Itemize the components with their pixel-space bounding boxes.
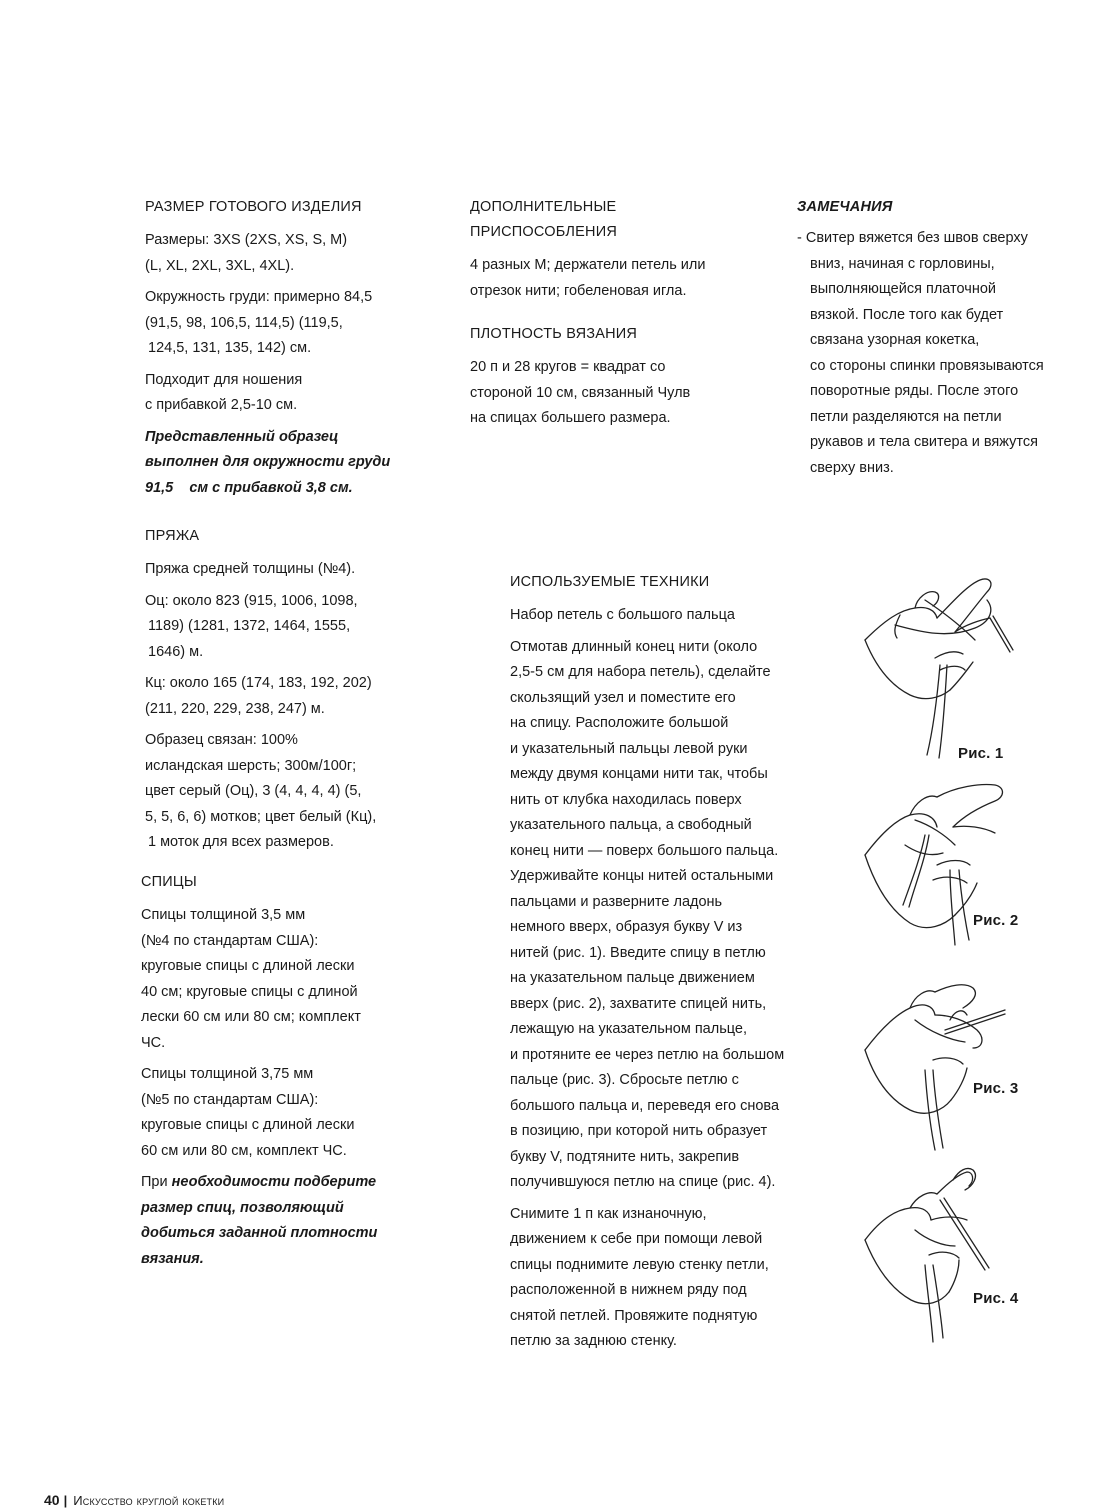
technique-line: Снимите 1 п как изнаночную, — [510, 1205, 707, 1222]
technique-line: Отмотав длинный конец нити (около — [510, 638, 758, 655]
heading-gauge: ПЛОТНОСТЬ ВЯЗАНИЯ — [470, 326, 638, 342]
line: 1189) (1281, 1372, 1464, 1555, — [148, 618, 351, 634]
technique-line: скользящий узел и поместите его — [510, 689, 736, 706]
line: 4 разных М; держатели петель или — [470, 257, 706, 273]
technique-p2 — [510, 1202, 830, 1355]
heading-size: РАЗМЕР ГОТОВОГО ИЗДЕЛИЯ — [145, 199, 362, 215]
line: 20 п и 28 кругов = квадрат со — [470, 359, 666, 375]
technique-line: на спицу. Расположите большой — [510, 715, 729, 731]
heading-notions — [470, 195, 790, 245]
technique-line: немного вверх, образуя букву V из — [510, 919, 743, 935]
technique-line: вверх (рис. 2), захватите спицей нить, — [510, 995, 767, 1012]
hand-illustration-1 — [855, 570, 1055, 770]
figure-2 — [855, 775, 1055, 975]
line: круговые спицы с длиной лески — [141, 958, 355, 974]
line: добиться заданной плотности — [141, 1225, 378, 1241]
technique-line: петлю за заднюю стенку. — [510, 1333, 677, 1349]
needles-small — [141, 903, 441, 1056]
line: При — [141, 1174, 172, 1190]
line: рукавов и тела свитера и вяжутся — [810, 434, 1038, 450]
yarn-sample — [145, 728, 445, 856]
technique-line: Удерживайте концы нитей остальными — [510, 868, 774, 884]
technique-line: букву V, подтяните нить, закрепив — [510, 1148, 740, 1165]
ease-text — [145, 368, 445, 419]
hand-illustration-4 — [855, 1160, 1055, 1350]
needles-large — [141, 1062, 441, 1164]
technique-line: пальце (рис. 3). Сбросьте петлю с — [510, 1072, 739, 1088]
col-size — [145, 195, 445, 507]
technique-line: движением к себе при помощи левой — [510, 1231, 763, 1247]
sample-note — [145, 425, 445, 502]
line: со стороны спинки провязываются — [810, 357, 1044, 374]
line: Размеры: 3XS (2XS, XS, S, M) — [145, 232, 348, 248]
line: вязкой. После того как будет — [810, 306, 1004, 323]
line: исландская шерсть; 300м/100г; — [145, 757, 357, 774]
technique-line: пальцами и разверните ладонь — [510, 893, 723, 910]
technique-line: и указательный пальцы левой руки — [510, 740, 748, 757]
line: выполняющейся платочной — [810, 281, 996, 297]
line: 1 моток для всех размеров. — [148, 834, 334, 850]
sizes-text — [145, 228, 445, 279]
line: размер спиц, позволяющий — [141, 1199, 344, 1216]
line: с прибавкой 2,5-10 см. — [145, 397, 298, 413]
line: - Свитер вяжется без швов сверху — [797, 230, 1028, 246]
technique-line: лежащую на указательном пальце, — [510, 1021, 747, 1037]
running-title: Искусство круглой кокетки — [73, 1493, 225, 1508]
figure-2-label: Рис. 2 — [973, 912, 1019, 929]
heading-notes: ЗАМЕЧАНИЯ — [797, 199, 893, 215]
needles-note — [141, 1170, 441, 1272]
line: 40 см; круговые спицы с длиной — [141, 983, 358, 1000]
notes-text — [797, 226, 1087, 481]
techniques-section — [510, 570, 830, 1361]
gauge-text — [470, 355, 790, 432]
line: поворотные ряды. После этого — [810, 383, 1019, 399]
line: лески 60 см или 80 см; комплект — [141, 1009, 361, 1025]
figure-3-label: Рис. 3 — [973, 1080, 1019, 1097]
line: (91,5, 98, 106,5, 114,5) (119,5, — [145, 314, 343, 331]
yarn-mc — [145, 589, 445, 666]
notions-text — [470, 253, 790, 304]
heading-needles: СПИЦЫ — [141, 874, 197, 890]
line: ПРИСПОСОБЛЕНИЯ — [470, 224, 617, 240]
yarn-weight: Пряжа средней толщины (№4). — [145, 561, 356, 577]
figure-1 — [855, 570, 1055, 770]
line: Кц: около 165 (174, 183, 192, 202) — [145, 675, 372, 691]
yarn-cc — [145, 671, 445, 722]
line: связана узорная кокетка, — [810, 332, 980, 348]
heading-techniques: ИСПОЛЬЗУЕМЫЕ ТЕХНИКИ — [510, 574, 710, 590]
hand-illustration-2 — [855, 775, 1055, 975]
col-notes — [797, 195, 1087, 487]
technique-line: расположенной в нижнем ряду под — [510, 1282, 747, 1298]
line: необходимости подберите — [171, 1174, 377, 1190]
line: 124,5, 131, 135, 142) см. — [148, 340, 312, 356]
page-number: 40 — [44, 1492, 60, 1508]
line: выполнен для окружности груди — [145, 454, 391, 470]
figure-4-label: Рис. 4 — [973, 1290, 1019, 1307]
technique-line: на указательном пальце движением — [510, 970, 755, 986]
line: 5, 5, 6, 6) мотков; цвет белый (Кц), — [145, 808, 377, 825]
line: вниз, начиная с горловины, — [810, 255, 995, 272]
technique-line: указательного пальца, а свободный — [510, 817, 752, 833]
figure-4 — [855, 1160, 1055, 1350]
line: Спицы толщиной 3,75 мм — [141, 1066, 314, 1082]
line: вязания. — [141, 1250, 204, 1267]
line: Представленный образец — [145, 428, 339, 445]
line: 91,5 см с прибавкой 3,8 см. — [145, 479, 353, 496]
line: 60 см или 80 см, комплект ЧС. — [141, 1142, 347, 1159]
chest-text — [145, 285, 445, 362]
col-gauge — [470, 322, 790, 438]
line: (№5 по стандартам США): — [141, 1091, 319, 1108]
line: стороной 10 см, связанный Чулв — [470, 384, 691, 401]
figure-3 — [855, 960, 1055, 1160]
col-notions — [470, 195, 790, 310]
technique-line: нитей (рис. 1). Введите спицу в петлю — [510, 944, 766, 961]
footer-separator: | — [63, 1493, 68, 1508]
technique-subhead: Набор петель с большого пальца — [510, 607, 735, 623]
technique-line: нить от клубка находилась поверх — [510, 791, 742, 808]
line: 1646) м. — [148, 643, 204, 660]
technique-line: в позицию, при которой нить образует — [510, 1123, 768, 1139]
technique-line: снятой петлей. Провяжите поднятую — [510, 1307, 758, 1324]
col-needles — [141, 870, 441, 1278]
technique-line: и протяните ее через петлю на большом — [510, 1046, 785, 1063]
line: Оц: около 823 (915, 1006, 1098, — [145, 592, 358, 609]
line: сверху вниз. — [810, 459, 894, 476]
line: ЧС. — [141, 1034, 166, 1051]
line: петли разделяются на петли — [810, 408, 1002, 425]
hand-illustration-3 — [855, 960, 1055, 1160]
line: отрезок нити; гобеленовая игла. — [470, 282, 687, 299]
line: (№4 по стандартам США): — [141, 932, 319, 949]
line: цвет серый (Оц), 3 (4, 4, 4, 4) (5, — [145, 783, 362, 799]
technique-line: получившуюся петлю на спице (рис. 4). — [510, 1174, 776, 1190]
technique-line: конец нити — поверх большого пальца. — [510, 842, 779, 859]
col-yarn — [145, 524, 445, 862]
line: Образец связан: 100% — [145, 732, 298, 748]
technique-line: большого пальца и, переведя его снова — [510, 1097, 780, 1114]
line: Подходит для ношения — [145, 371, 303, 388]
technique-line: между двумя концами нити так, чтобы — [510, 766, 768, 782]
line: (211, 220, 229, 238, 247) м. — [145, 700, 325, 717]
heading-yarn: ПРЯЖА — [145, 528, 200, 544]
technique-p1 — [510, 635, 830, 1196]
figure-1-label: Рис. 1 — [958, 745, 1004, 762]
line: круговые спицы с длиной лески — [141, 1117, 355, 1133]
line: Окружность груди: примерно 84,5 — [145, 289, 373, 305]
line: ДОПОЛНИТЕЛЬНЫЕ — [470, 199, 617, 215]
line: (L, XL, 2XL, 3XL, 4XL). — [145, 257, 295, 274]
line: на спицах большего размера. — [470, 410, 671, 426]
technique-line: спицы поднимите левую стенку петли, — [510, 1256, 769, 1273]
line: Спицы толщиной 3,5 мм — [141, 907, 306, 923]
technique-line: 2,5-5 см для набора петель), сделайте — [510, 664, 771, 680]
